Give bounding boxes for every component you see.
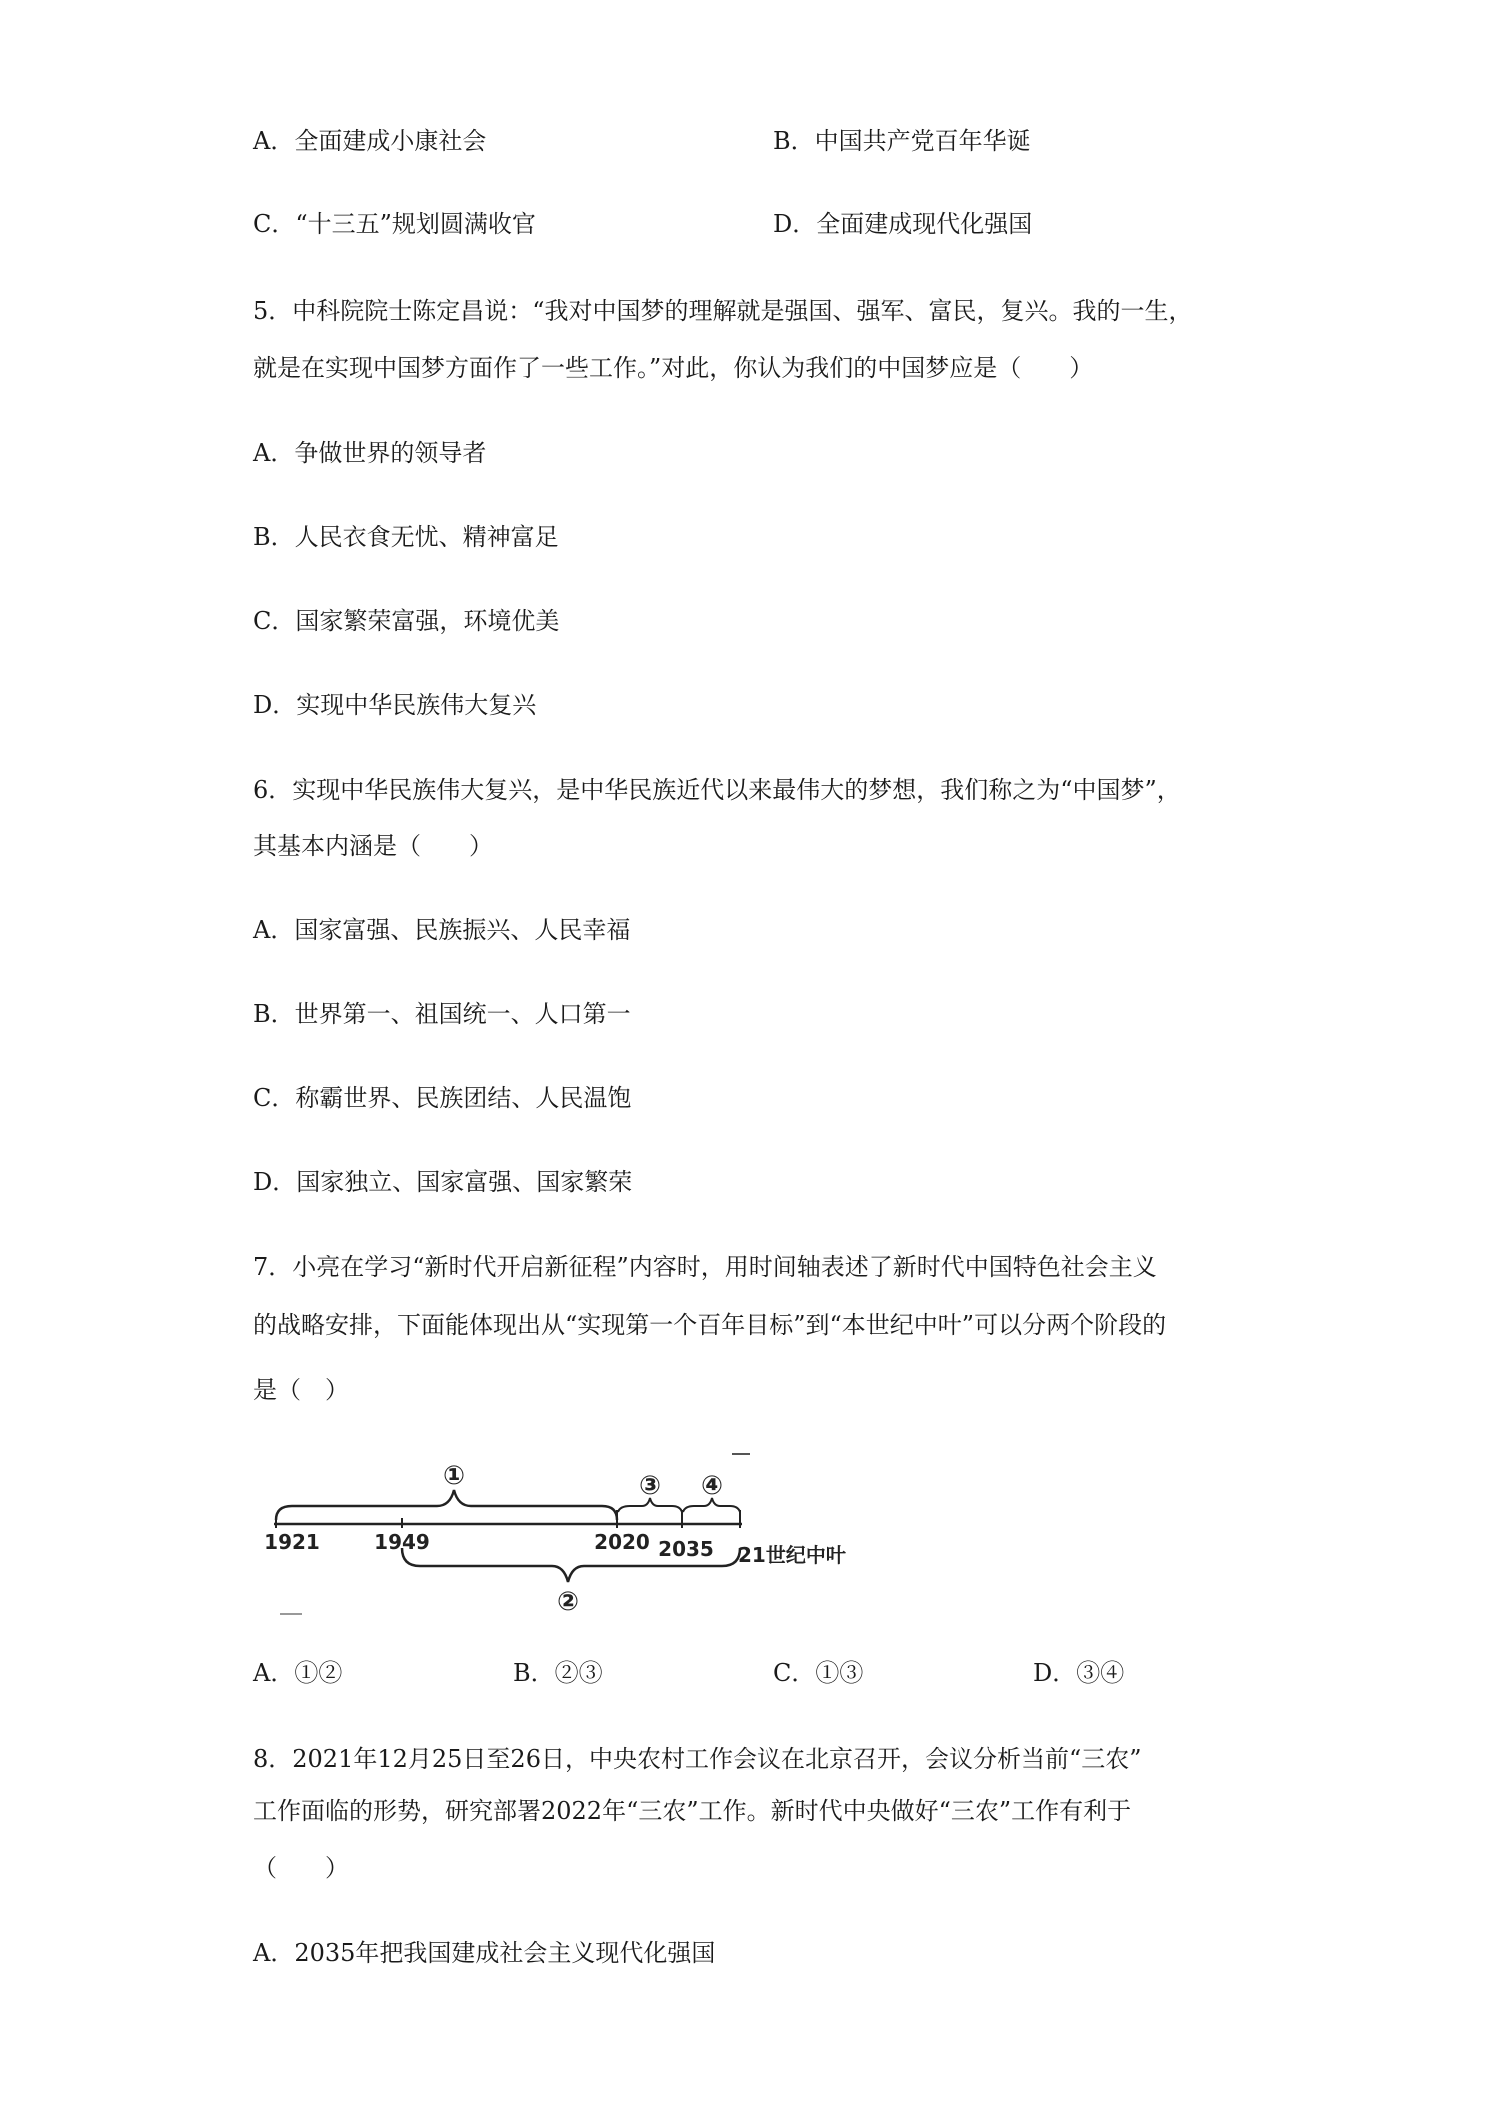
q7-option-d: D．③④ bbox=[1033, 1659, 1125, 1687]
timeline-label-1: ① bbox=[442, 1461, 466, 1491]
q5-stem-line2: 就是在实现中国梦方面作了一些工作。”对此，你认为我们的中国梦应是（ ） bbox=[253, 354, 1094, 382]
q6-stem-line2: 其基本内涵是（ ） bbox=[253, 832, 493, 860]
q4-option-b: B．中国共产党百年华诞 bbox=[773, 127, 1031, 155]
q6-stem-line1: 6．实现中华民族伟大复兴，是中华民族近代以来最伟大的梦想，我们称之为“中国梦”， bbox=[253, 776, 1181, 804]
q7-stem-line1: 7．小亮在学习“新时代开启新征程”内容时，用时间轴表述了新时代中国特色社会主义 bbox=[253, 1253, 1157, 1281]
q7-option-a: A．①② bbox=[253, 1659, 343, 1687]
q5-option-a: A．争做世界的领导者 bbox=[253, 439, 487, 467]
year-2020: 2020 bbox=[594, 1530, 650, 1554]
year-2035: 2035 bbox=[658, 1537, 714, 1561]
q6-option-d: D．国家独立、国家富强、国家繁荣 bbox=[253, 1168, 633, 1196]
q4-option-a: A．全面建成小康社会 bbox=[253, 127, 487, 155]
timeline-label-3: ③ bbox=[638, 1471, 662, 1501]
timeline-figure bbox=[262, 1448, 862, 1628]
q6-option-b: B．世界第一、祖国统一、人口第一 bbox=[253, 1000, 631, 1028]
q8-stem-line2: 工作面临的形势，研究部署2022年“三农”工作。新时代中央做好“三农”工作有利于 bbox=[253, 1797, 1132, 1825]
q8-option-a: A．2035年把我国建成社会主义现代化强国 bbox=[253, 1939, 716, 1967]
q4-option-d: D．全面建成现代化强国 bbox=[773, 210, 1033, 238]
q5-option-d: D．实现中华民族伟大复兴 bbox=[253, 691, 537, 719]
q6-option-c: C．称霸世界、民族团结、人民温饱 bbox=[253, 1084, 632, 1112]
q8-stem-line1: 8．2021年12月25日至26日，中央农村工作会议在北京召开，会议分析当前“三农” bbox=[253, 1745, 1142, 1773]
q7-stem-line2: 的战略安排，下面能体现出从“实现第一个百年目标”到“本世纪中叶”可以分两个阶段的 bbox=[253, 1311, 1167, 1339]
q5-stem-line1: 5．中科院院士陈定昌说：“我对中国梦的理解就是强国、强军、富民，复兴。我的一生， bbox=[253, 297, 1193, 325]
q8-stem-line3: （ ） bbox=[253, 1854, 349, 1882]
brace-1 bbox=[276, 1490, 617, 1520]
q4-option-c: C．“十三五”规划圆满收官 bbox=[253, 210, 536, 238]
timeline-label-2: ② bbox=[556, 1587, 580, 1617]
year-1949: 1949 bbox=[374, 1530, 430, 1554]
timeline-label-4: ④ bbox=[700, 1471, 724, 1501]
q7-stem-line3: 是（ ） bbox=[253, 1376, 349, 1404]
q7-option-c: C．①③ bbox=[773, 1659, 864, 1687]
q5-option-b: B．人民衣食无忧、精神富足 bbox=[253, 523, 559, 551]
year-1921: 1921 bbox=[264, 1530, 320, 1554]
q7-option-b: B．②③ bbox=[513, 1659, 603, 1687]
q6-option-a: A．国家富强、民族振兴、人民幸福 bbox=[253, 916, 631, 944]
year-mid-century: 21世纪中叶 bbox=[738, 1543, 846, 1567]
q5-option-c: C．国家繁荣富强，环境优美 bbox=[253, 607, 560, 635]
